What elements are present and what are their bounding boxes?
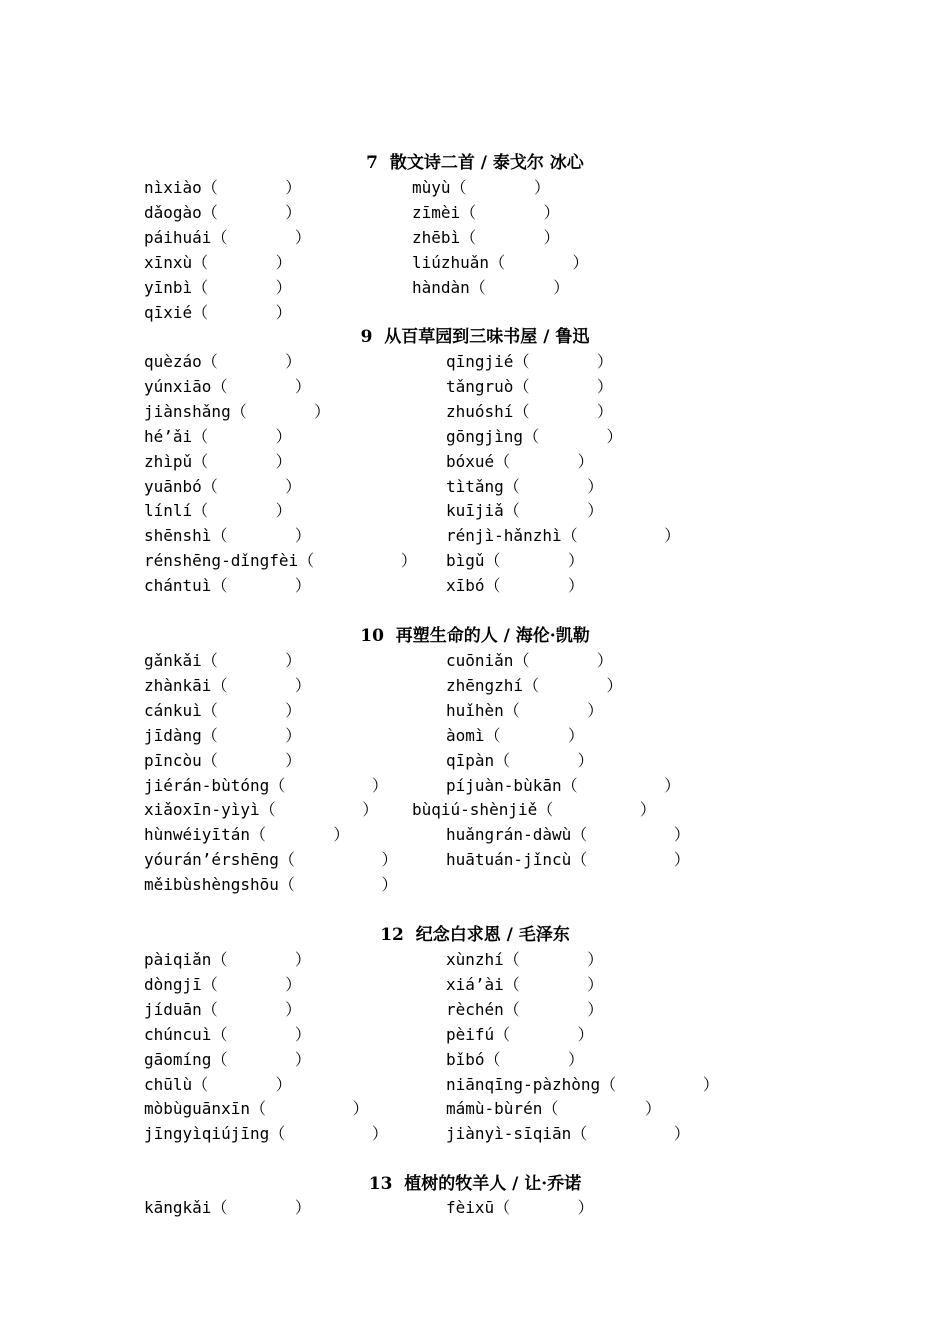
answer-blank[interactable]: （ ） (523, 676, 623, 695)
pinyin-text: huǎngrán-dàwù (446, 825, 572, 844)
vocab-item (446, 701, 603, 721)
vocab-item (144, 1075, 292, 1095)
vocab-item (144, 352, 301, 372)
pinyin-text: yúnxiāo (144, 377, 212, 396)
section-title: 7 散文诗二首 / 泰戈尔 冰心 (366, 153, 584, 173)
pinyin-text: xībó (446, 576, 485, 595)
answer-blank[interactable]: （ ） (469, 278, 570, 297)
vocab-item (446, 1099, 661, 1119)
pinyin-text: cánkuì (144, 701, 202, 720)
answer-blank[interactable]: （ ） (201, 1000, 302, 1019)
vocab-item (144, 800, 378, 820)
pinyin-text: pīncòu (144, 751, 202, 770)
vocab-item (446, 352, 613, 372)
answer-blank[interactable]: （ ） (561, 526, 681, 545)
vocab-item (144, 427, 292, 447)
vocab-item (446, 850, 690, 870)
vocab-item (412, 228, 560, 248)
vocab-item (446, 651, 613, 671)
vocab-item (144, 402, 330, 422)
vocab-item (144, 701, 301, 721)
pinyin-text: jiànshǎng (144, 402, 231, 421)
answer-blank[interactable]: （ ） (503, 1000, 604, 1019)
pinyin-text: kuījiǎ (446, 501, 504, 520)
vocab-item (412, 800, 656, 820)
vocab-item (144, 776, 388, 796)
vocab-item (412, 253, 589, 273)
pinyin-text: línlí (144, 501, 193, 520)
answer-blank[interactable]: （ ） (298, 551, 417, 570)
pinyin-text: xīnxù (144, 253, 193, 272)
answer-blank[interactable]: （ ） (460, 203, 560, 222)
answer-blank[interactable]: （ ） (571, 850, 690, 869)
pinyin-text: xùnzhí (446, 950, 504, 969)
pinyin-text: pàiqiǎn (144, 950, 212, 969)
vocab-item (144, 1099, 369, 1119)
vocab-item (446, 975, 603, 995)
vocab-item (144, 377, 311, 397)
vocab-item (446, 1124, 690, 1144)
pinyin-text: zhēbì (412, 228, 461, 247)
answer-blank[interactable]: （ ） (513, 402, 613, 421)
pinyin-text: jīngyìqiújīng (144, 1124, 270, 1143)
pinyin-text: zhuóshí (446, 402, 514, 421)
answer-blank[interactable]: （ ） (211, 950, 311, 969)
vocab-item (144, 850, 398, 870)
vocab-item (412, 278, 569, 298)
answer-blank[interactable]: （ ） (450, 178, 550, 197)
vocab-item (144, 203, 301, 223)
answer-blank[interactable]: （ ） (523, 427, 623, 446)
answer-blank[interactable]: （ ） (192, 303, 292, 322)
answer-blank[interactable]: （ ） (269, 1124, 388, 1143)
vocab-item (144, 501, 292, 521)
pinyin-text: hàndàn (412, 278, 470, 297)
answer-blank[interactable]: （ ） (503, 501, 604, 520)
pinyin-text: huǐhèn (446, 701, 504, 720)
answer-blank[interactable]: （ ） (211, 526, 311, 545)
pinyin-text: píjuàn-bùkān (446, 776, 562, 795)
answer-blank[interactable]: （ ） (211, 228, 311, 247)
vocab-item (144, 1025, 311, 1045)
pinyin-text: qīngjié (446, 352, 514, 371)
pinyin-text: hùnwéiyītán (144, 825, 250, 844)
pinyin-text: qīpàn (446, 751, 495, 770)
answer-blank[interactable]: （ ） (249, 1099, 369, 1118)
answer-blank[interactable]: （ ） (513, 651, 613, 670)
vocab-item (144, 452, 292, 472)
answer-blank[interactable]: （ ） (460, 228, 560, 247)
vocab-item (446, 377, 613, 397)
pinyin-text: tǎngruò (446, 377, 514, 396)
vocab-item (144, 1050, 311, 1070)
vocab-item (144, 1124, 388, 1144)
answer-blank[interactable]: （ ） (503, 477, 604, 496)
answer-blank[interactable]: （ ） (201, 975, 302, 994)
vocab-item (412, 178, 550, 198)
answer-blank[interactable]: （ ） (211, 676, 311, 695)
vocab-item (144, 253, 292, 273)
pinyin-text: zhēngzhí (446, 676, 524, 695)
pinyin-text: dǎogào (144, 203, 202, 222)
pinyin-text: fèixū (446, 1198, 495, 1217)
pinyin-text: mòbùguānxīn (144, 1099, 250, 1118)
vocab-item (144, 1198, 311, 1218)
answer-blank[interactable]: （ ） (513, 352, 613, 371)
answer-blank[interactable]: （ ） (249, 825, 350, 844)
vocab-item (446, 1000, 603, 1020)
pinyin-text: chūlù (144, 1075, 193, 1094)
answer-blank[interactable]: （ ） (192, 501, 292, 520)
answer-blank[interactable]: （ ） (278, 875, 398, 894)
pinyin-text: rénjì-hǎnzhì (446, 526, 562, 545)
answer-blank[interactable]: （ ） (513, 377, 613, 396)
answer-blank[interactable]: （ ） (494, 452, 594, 471)
answer-blank[interactable]: （ ） (537, 800, 656, 819)
answer-blank[interactable]: （ ） (571, 825, 690, 844)
pinyin-text: páihuái (144, 228, 212, 247)
pinyin-text: cuōniǎn (446, 651, 514, 670)
pinyin-text: bìgǔ (446, 551, 485, 570)
answer-blank[interactable]: （ ） (192, 1075, 292, 1094)
pinyin-text: gǎnkǎi (144, 651, 202, 670)
pinyin-text: xiá’ài (446, 975, 504, 994)
pinyin-text: zhìpǔ (144, 452, 193, 471)
vocab-item (446, 452, 594, 472)
vocab-item (446, 551, 584, 571)
answer-blank[interactable]: （ ） (503, 975, 604, 994)
answer-blank[interactable]: （ ） (201, 726, 302, 745)
vocab-item (446, 501, 603, 521)
answer-blank[interactable]: （ ） (192, 253, 292, 272)
answer-blank[interactable]: （ ） (494, 751, 594, 770)
pinyin-text: zīmèi (412, 203, 461, 222)
vocab-item (144, 875, 398, 895)
pinyin-text: huātuán-jǐncù (446, 850, 572, 869)
vocab-item (144, 278, 292, 298)
vocab-item (144, 950, 311, 970)
pinyin-text: àomì (446, 726, 485, 745)
vocab-item (144, 676, 311, 696)
pinyin-text: gāomíng (144, 1050, 212, 1069)
vocab-item (144, 178, 301, 198)
pinyin-text: mámù-bùrén (446, 1099, 543, 1118)
answer-blank[interactable]: （ ） (489, 253, 589, 272)
answer-blank[interactable]: （ ） (192, 452, 292, 471)
vocab-item (144, 551, 417, 571)
pinyin-text: nìxiào (144, 178, 202, 197)
pinyin-text: mùyù (412, 178, 451, 197)
pinyin-text: tìtǎng (446, 477, 504, 496)
answer-blank[interactable]: （ ） (211, 377, 311, 396)
answer-blank[interactable]: （ ） (211, 1050, 311, 1069)
vocab-item (144, 477, 301, 497)
answer-blank[interactable]: （ ） (201, 178, 302, 197)
answer-blank[interactable]: （ ） (484, 726, 584, 745)
vocab-item (446, 1025, 594, 1045)
pinyin-text: chúncuì (144, 1025, 212, 1044)
vocab-item (144, 751, 301, 771)
vocab-item (446, 1050, 584, 1070)
pinyin-text: shēnshì (144, 526, 212, 545)
pinyin-text: yīnbì (144, 278, 193, 297)
answer-blank[interactable]: （ ） (201, 651, 302, 670)
pinyin-text: bǐbó (446, 1050, 485, 1069)
answer-blank[interactable]: （ ） (211, 576, 311, 595)
pinyin-text: qīxié (144, 303, 193, 322)
section-title: 10 再塑生命的人 / 海伦·凯勒 (360, 626, 590, 646)
vocab-item (144, 1000, 301, 1020)
section-title: 12 纪念白求恩 / 毛泽东 (380, 925, 570, 945)
pinyin-text: kāngkǎi (144, 1198, 212, 1217)
pinyin-text: quèzáo (144, 352, 202, 371)
pinyin-text: měibùshèngshōu (144, 875, 279, 894)
vocab-item (144, 975, 301, 995)
section-title: 9 从百草园到三味书屋 / 鲁迅 (360, 327, 590, 347)
answer-blank[interactable]: （ ） (484, 576, 584, 595)
answer-blank[interactable]: （ ） (211, 1198, 311, 1217)
pinyin-text: jíduān (144, 1000, 202, 1019)
pinyin-text: bùqiú-shènjiě (412, 800, 538, 819)
vocab-item (446, 1198, 594, 1218)
answer-blank[interactable]: （ ） (484, 1050, 584, 1069)
vocab-item (144, 526, 311, 546)
vocab-item (446, 477, 603, 497)
answer-blank[interactable]: （ ） (484, 551, 584, 570)
vocab-item (446, 825, 690, 845)
answer-blank[interactable]: （ ） (542, 1099, 662, 1118)
pinyin-text: zhànkāi (144, 676, 212, 695)
answer-blank[interactable]: （ ） (571, 1124, 690, 1143)
pinyin-text: bóxué (446, 452, 495, 471)
pinyin-text: pèifú (446, 1025, 495, 1044)
vocab-item (144, 303, 292, 323)
answer-blank[interactable]: （ ） (259, 800, 379, 819)
answer-blank[interactable]: （ ） (269, 776, 388, 795)
answer-blank[interactable]: （ ） (192, 278, 292, 297)
vocab-item (144, 228, 311, 248)
vocab-item (446, 751, 594, 771)
answer-blank[interactable]: （ ） (503, 701, 604, 720)
pinyin-text: rèchén (446, 1000, 504, 1019)
vocab-item (446, 676, 623, 696)
vocab-item (144, 825, 349, 845)
answer-blank[interactable]: （ ） (211, 1025, 311, 1044)
vocab-item (446, 576, 584, 596)
vocab-item (446, 427, 623, 447)
pinyin-text: hé’ǎi (144, 427, 193, 446)
vocab-item (144, 651, 301, 671)
answer-blank[interactable]: （ ） (201, 203, 302, 222)
pinyin-text: niānqīng-pàzhòng (446, 1075, 601, 1094)
pinyin-text: jīdàng (144, 726, 202, 745)
pinyin-text: jiérán-bùtóng (144, 776, 270, 795)
answer-blank[interactable]: （ ） (201, 477, 302, 496)
vocab-item (412, 203, 560, 223)
pinyin-text: yuānbó (144, 477, 202, 496)
answer-blank[interactable]: （ ） (494, 1025, 594, 1044)
pinyin-text: xiǎoxīn-yìyì (144, 800, 260, 819)
pinyin-text: dòngjī (144, 975, 202, 994)
pinyin-text: rénshēng-dǐngfèi (144, 551, 299, 570)
vocab-item (144, 726, 301, 746)
answer-blank[interactable]: （ ） (494, 1198, 594, 1217)
pinyin-text: yóurán’érshēng (144, 850, 279, 869)
answer-blank[interactable]: （ ） (201, 352, 302, 371)
pinyin-text: gōngjìng (446, 427, 524, 446)
pinyin-text: liúzhuǎn (412, 253, 490, 272)
answer-blank[interactable]: （ ） (230, 402, 331, 421)
vocab-item (446, 526, 680, 546)
answer-blank[interactable]: （ ） (192, 427, 292, 446)
vocab-item (446, 776, 680, 796)
answer-blank[interactable]: （ ） (278, 850, 398, 869)
answer-blank[interactable]: （ ） (201, 751, 302, 770)
vocab-item (144, 576, 311, 596)
answer-blank[interactable]: （ ） (561, 776, 681, 795)
section-title: 13 植树的牧羊人 / 让·乔诺 (368, 1174, 582, 1194)
pinyin-text: jiànyì-sīqiān (446, 1124, 572, 1143)
answer-blank[interactable]: （ ） (503, 950, 604, 969)
pinyin-text: chántuì (144, 576, 212, 595)
vocab-item (446, 726, 584, 746)
answer-blank[interactable]: （ ） (600, 1075, 719, 1094)
vocab-item (446, 402, 613, 422)
vocab-item (446, 950, 603, 970)
vocab-item (446, 1075, 719, 1095)
answer-blank[interactable]: （ ） (201, 701, 302, 720)
